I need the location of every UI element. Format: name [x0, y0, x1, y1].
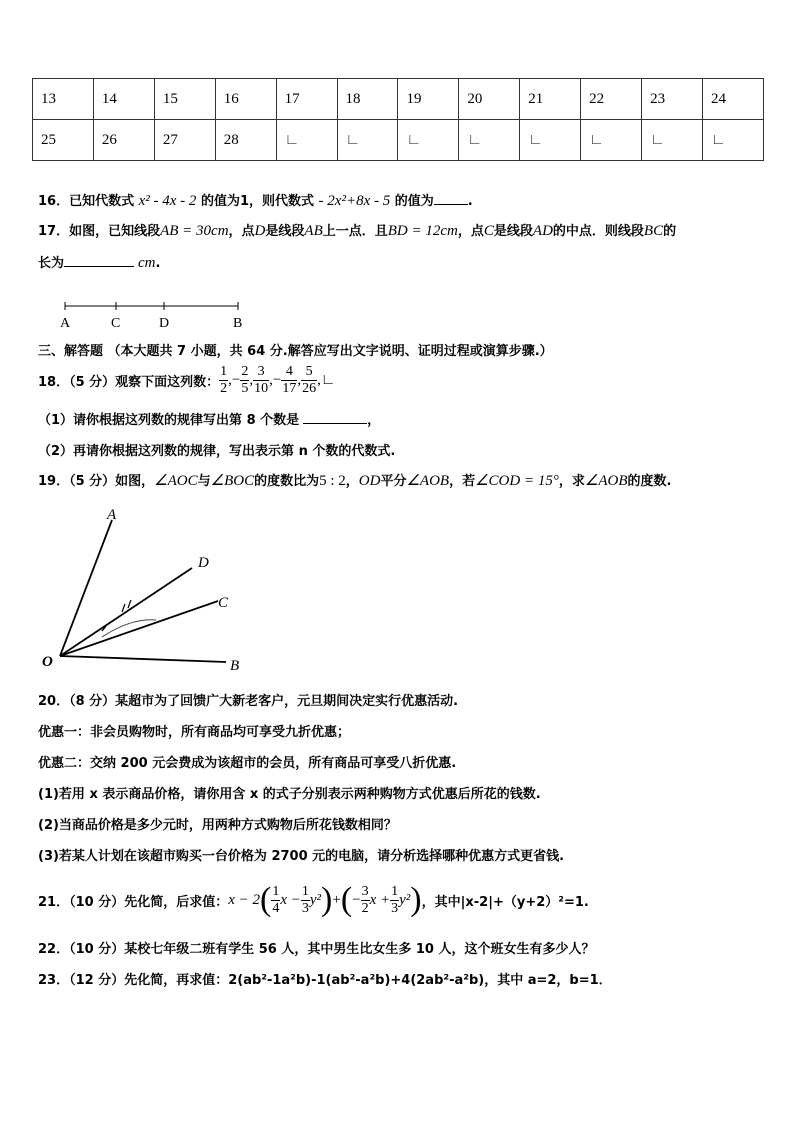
- q17-text: 上一点．且: [322, 224, 388, 239]
- q17-text: 的中点．则线段: [552, 224, 644, 239]
- question-19: [38, 470, 671, 490]
- q19-ray-od: OD: [358, 473, 381, 489]
- sign: −: [231, 371, 241, 388]
- numerator: 3: [253, 364, 269, 381]
- question-20-part1: (1)若用 x 表示商品价格，请你用含 x 的式子分别表示两种购物方式优惠后所花的钱数.: [38, 787, 541, 802]
- numerator: 4: [281, 364, 297, 381]
- q17-text: .: [155, 256, 161, 271]
- q17-text: 长为: [38, 256, 65, 271]
- angle-figure: [36, 500, 256, 680]
- ray-oc: [60, 601, 218, 656]
- q17-text: 是线段: [493, 224, 533, 239]
- q18-tail: ,∟: [317, 371, 336, 388]
- label-d: D: [198, 555, 209, 571]
- q21-term: x −: [280, 891, 301, 908]
- grid-cell: 23: [642, 79, 703, 120]
- question-17-line2: [38, 252, 160, 272]
- q17-ab-eq: AB = 30cm: [160, 223, 229, 239]
- q21-prefix: 21．（10 分）先化简，后求值：: [38, 894, 229, 910]
- answer-blank: [434, 192, 468, 205]
- question-18: 18．（5 分）观察下面这列数： $\frac{1}{2}$ , − $\frac{2}{5}$ , $\frac{3}{10}$ , − $\frac{4}{17}$ , $\frac{5}{26}$ ,∟: [38, 363, 336, 396]
- q17-text: ，点: [457, 224, 484, 239]
- question-18-part1: [38, 409, 380, 428]
- label-d: D: [159, 316, 170, 331]
- table-row: [33, 79, 764, 120]
- grid-cell: ∟: [459, 120, 520, 161]
- q18-part1-end: ，: [367, 413, 381, 428]
- grid-cell: ∟: [337, 120, 398, 161]
- fraction: [253, 364, 269, 397]
- table-row: [33, 120, 764, 161]
- grid-cell: 20: [459, 79, 520, 120]
- segment-figure: [56, 296, 256, 332]
- label-b: B: [230, 658, 240, 674]
- q17-text: 是线段: [265, 224, 305, 239]
- q16-end: .: [467, 194, 473, 209]
- numerator: 1: [272, 883, 280, 899]
- question-20-part3: (3)若某人计划在该超市购买一台价格为 2700 元的电脑，请分析选择哪种优惠方式更省钱.: [38, 849, 565, 864]
- answer-blank: [64, 254, 134, 267]
- q17-segment-ab: AB: [304, 223, 323, 239]
- q19-angle-aoc: ∠AOC: [154, 473, 198, 489]
- q19-text: ，若: [449, 474, 476, 489]
- denominator: 3: [391, 900, 399, 916]
- offer-2: 优惠二：交纳 200 元会费成为该超市的会员，所有商品可享受八折优惠.: [38, 756, 457, 771]
- grid-cell: ∟: [702, 120, 763, 161]
- grid-cell: ∟: [642, 120, 703, 161]
- fraction: [281, 364, 297, 397]
- numerator: 1: [391, 883, 399, 899]
- question-17: [38, 220, 676, 240]
- q16-suffix: 的值为: [394, 194, 434, 209]
- q17-point-c: C: [483, 223, 494, 239]
- grid-cell: 13: [33, 79, 94, 120]
- q16-expr2: - 2x²+8x - 5: [318, 193, 391, 209]
- numerator: 5: [301, 364, 317, 381]
- q17-bd-eq: BD = 12cm: [387, 223, 458, 239]
- grid-cell: ∟: [398, 120, 459, 161]
- q18-prefix: 18．（5 分）观察下面这列数：: [38, 374, 220, 390]
- plus-sign: +: [332, 891, 341, 908]
- fraction: [271, 884, 280, 917]
- label-a: A: [107, 507, 117, 523]
- fraction: [301, 884, 310, 917]
- question-20-part2: (2)当商品价格是多少元时，用两种方式购物后所花钱数相同？: [38, 818, 397, 833]
- grid-cell: 27: [154, 120, 215, 161]
- q16-middle: 的值为1，则代数式: [200, 194, 315, 209]
- denominator: 3: [301, 900, 309, 916]
- section-heading: 三、解答题 （本大题共 7 小题，共 64 分.解答应写出文字说明、证明过程或演算步骤.）: [38, 344, 553, 359]
- grid-cell: 22: [581, 79, 642, 120]
- fraction: [361, 884, 370, 917]
- q17-segment-bc: BC: [643, 223, 664, 239]
- q17-point-d: D: [254, 223, 266, 239]
- denominator: 26: [302, 380, 317, 396]
- q19-text: 平分: [380, 474, 407, 489]
- question-16: [38, 190, 473, 210]
- grid-cell: 21: [520, 79, 581, 120]
- q17-text: ，点: [228, 224, 255, 239]
- q21-term: y²: [399, 891, 411, 908]
- grid-cell: ∟: [276, 120, 337, 161]
- q17-segment-ad: AD: [532, 223, 553, 239]
- grid-cell: 18: [337, 79, 398, 120]
- fraction: [390, 884, 399, 917]
- label-c: C: [111, 316, 121, 331]
- grid-cell: ∟: [581, 120, 642, 161]
- q19-angle-aob: ∠AOB: [584, 473, 628, 489]
- q19-text: 与: [197, 474, 211, 489]
- label-b: B: [233, 316, 243, 331]
- numerator: 3: [361, 883, 369, 899]
- fraction: [219, 364, 228, 397]
- grid-cell: ∟: [520, 120, 581, 161]
- question-23: 23．（12 分）先化简，再求值：2(ab²-1a²b)-1(ab²-a²b)+4(2ab²-a²b)，其中 a=2，b=1．: [38, 973, 612, 988]
- label-a: A: [60, 316, 71, 331]
- grid-cell: 16: [215, 79, 276, 120]
- q21-term: x − 2: [228, 891, 260, 908]
- answer-blank: [303, 411, 367, 424]
- denominator: 5: [241, 380, 249, 396]
- q19-ratio: 5 : 2: [319, 473, 346, 489]
- q21-term: x +: [369, 891, 391, 908]
- grid-cell: 17: [276, 79, 337, 120]
- denominator: 4: [272, 900, 280, 916]
- denominator: 10: [254, 380, 269, 396]
- grid-cell: 19: [398, 79, 459, 120]
- q19-angle-boc: ∠BOC: [210, 473, 255, 489]
- numerator: 1: [220, 363, 228, 379]
- grid-cell: 28: [215, 120, 276, 161]
- ray-od: [60, 568, 192, 656]
- denominator: 17: [282, 380, 297, 396]
- grid-cell: 26: [93, 120, 154, 161]
- q21-suffix: ，其中|x-2|+（y+2）²=1.: [421, 894, 589, 910]
- q19-text: ，: [345, 474, 359, 489]
- q18-part1-text: （1）请你根据这列数的规律写出第 8 个数是: [38, 413, 300, 428]
- grid-cell: 14: [93, 79, 154, 120]
- minus-sign: −: [352, 891, 361, 908]
- q19-text: 的度数比为: [254, 474, 320, 489]
- q21-term: y²: [309, 891, 322, 908]
- fraction: [240, 364, 249, 397]
- numerator: 1: [301, 883, 309, 899]
- q17-unit: cm: [138, 255, 156, 271]
- numerator: 2: [241, 363, 249, 379]
- grid-cell: 15: [154, 79, 215, 120]
- label-o: O: [42, 654, 53, 670]
- grid-cell: 24: [702, 79, 763, 120]
- denominator: 2: [361, 900, 369, 916]
- question-22: 22．（10 分）某校七年级二班有学生 56 人，其中男生比女生多 10 人，这个班女生有多少人？: [38, 942, 595, 957]
- denominator: 2: [220, 380, 228, 396]
- answer-grid: [32, 78, 764, 161]
- q17-text: 17．如图，已知线段: [38, 224, 161, 239]
- q16-prefix: 16．已知代数式: [38, 194, 135, 209]
- q17-text: 的: [663, 224, 677, 239]
- grid-cell: 25: [33, 120, 94, 161]
- question-20: 20．（8 分）某超市为了回馈广大新老客户，元旦期间决定实行优惠活动.: [38, 694, 459, 709]
- q19-angle-cod: ∠COD = 15°: [475, 473, 559, 489]
- ray-ob: [60, 656, 226, 662]
- q19-angle-aob: ∠AOB: [406, 473, 450, 489]
- fraction: [301, 364, 317, 397]
- question-21: 21．（10 分）先化简，后求值： x − 2 ( $\frac{1}{4}$ x − $\frac{1}{3}$ y² ) + ( − $\frac{3}{2}$ x + $\frac{1}{3}$ y² ) ，其中|x-2|+（y+2）²=1.: [38, 881, 589, 918]
- q19-text: 的度数.: [627, 474, 672, 489]
- q16-expr1: x² - 4x - 2: [138, 193, 197, 209]
- sign: −: [272, 371, 282, 388]
- offer-1: 优惠一：非会员购物时，所有商品均可享受九折优惠；: [38, 725, 351, 740]
- q19-text: 19．（5 分）如图，: [38, 474, 155, 489]
- q19-text: ，求: [558, 474, 585, 489]
- label-c: C: [218, 595, 229, 611]
- question-18-part2: （2）再请你根据这列数的规律，写出表示第 n 个数的代数式.: [38, 444, 396, 459]
